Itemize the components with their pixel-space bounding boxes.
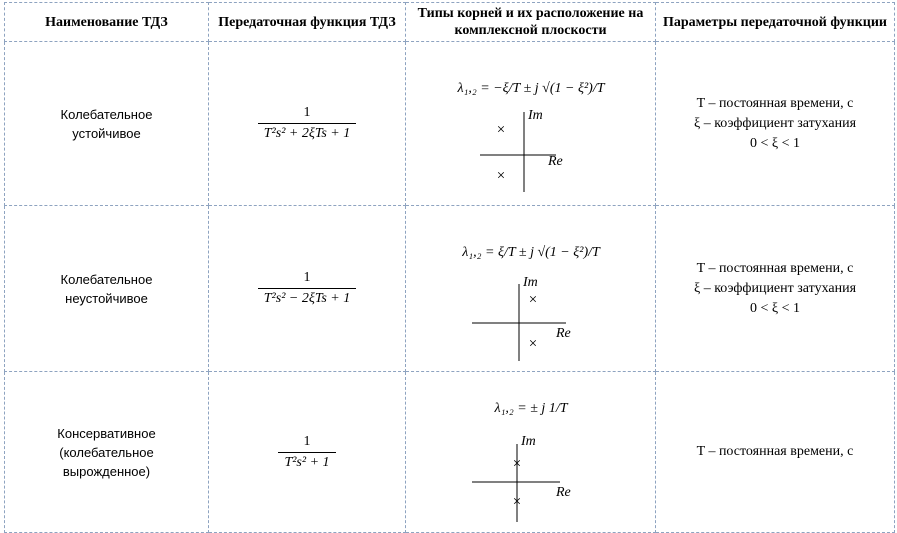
root-marker: ×	[496, 122, 506, 138]
row-name: Колебательное устойчивое	[5, 42, 209, 206]
roots-diagram	[406, 206, 656, 366]
table-row	[5, 206, 895, 372]
transfer-function: $\frac{1}{\text{T²s² + 1}}$	[278, 434, 335, 471]
transfer-function: $\frac{1}{\text{T²s² − 2ξTs + 1}}$	[258, 270, 356, 307]
axis-re-label: Re	[556, 485, 571, 500]
header-params: Параметры передаточной функции	[656, 3, 895, 42]
params-cell: T – постоянная времени, с ξ – коэффициент затухания 0 < ξ < 1	[656, 42, 895, 206]
roots-formula: λ₁,₂ = ± j 1/T	[494, 401, 568, 416]
row-name: Консервативное (колебательное вырожденное)	[5, 372, 209, 533]
params-cell: T – постоянная времени, с ξ – коэффициент затухания 0 < ξ < 1	[656, 206, 895, 372]
roots-diagram	[406, 42, 656, 200]
header-transfer-function: Передаточная функция ТДЗ	[209, 3, 406, 42]
table-row	[5, 372, 895, 533]
root-marker: ×	[496, 168, 506, 184]
roots-cell	[406, 42, 656, 206]
transfer-function: $\frac{1}{\text{T²s² + 2ξTs + 1}}$	[258, 105, 356, 142]
transfer-function-cell	[209, 372, 406, 533]
roots-formula: λ₁,₂ = −ξ/T ± j √(1 − ξ²)/T	[457, 81, 605, 96]
root-marker: ×	[512, 456, 522, 472]
roots-cell	[406, 372, 656, 533]
roots-diagram	[406, 372, 656, 527]
params-cell: T – постоянная времени, с	[656, 372, 895, 533]
root-marker: ×	[528, 292, 538, 308]
transfer-function-cell	[209, 206, 406, 372]
header-roots: Типы корней и их расположение на комплексной плоскости	[406, 3, 656, 42]
axis-re-label: Re	[556, 326, 571, 341]
root-marker: ×	[528, 336, 538, 352]
axis-im-label: Im	[528, 108, 543, 123]
tdz-table	[4, 2, 895, 533]
roots-formula: λ₁,₂ = ξ/T ± j √(1 − ξ²)/T	[462, 245, 600, 260]
transfer-function-cell	[209, 42, 406, 206]
root-marker: ×	[512, 494, 522, 510]
header-row	[5, 3, 895, 42]
row-name: Колебательное неустойчивое	[5, 206, 209, 372]
table-row	[5, 42, 895, 206]
axis-re-label: Re	[548, 154, 563, 169]
roots-cell	[406, 206, 656, 372]
axis-im-label: Im	[521, 434, 536, 449]
axis-im-label: Im	[523, 275, 538, 290]
header-name: Наименование ТДЗ	[5, 3, 209, 42]
